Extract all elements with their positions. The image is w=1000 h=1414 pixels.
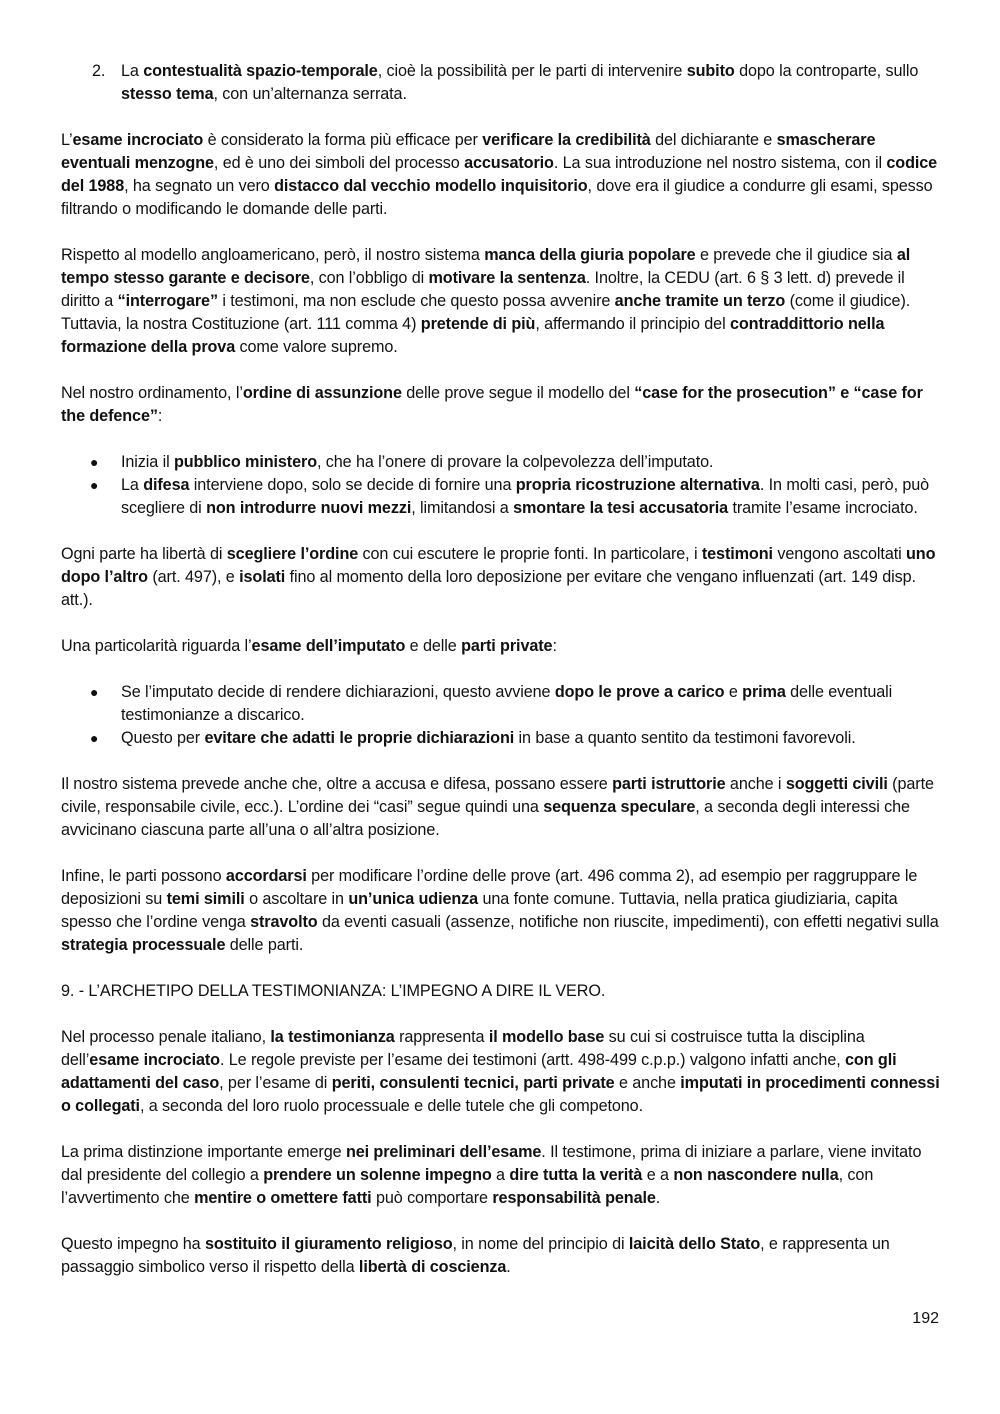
list-item-text <box>121 62 918 103</box>
text-run: delle eventuali testimonianze a discarico. <box>121 683 893 724</box>
paragraph-preliminari <box>61 1141 941 1210</box>
text-run: e <box>724 683 743 701</box>
text-run: L’ <box>61 131 73 149</box>
bold-text: contestualità spazio-temporale <box>143 62 378 80</box>
paragraph-ordine-assunzione <box>61 382 941 428</box>
bold-text: temi simili <box>166 890 245 908</box>
bold-text: difesa <box>143 476 190 494</box>
bold-text: evitare che adatti le proprie dichiarazioni <box>204 729 515 747</box>
text-run: delle prove segue il modello del <box>401 384 635 402</box>
text-run: . Le regole previste per l’esame dei testimoni (artt. 498-499 c.p.p.) valgono infatti anche, <box>219 1051 846 1069</box>
text-run: : <box>157 407 163 425</box>
text-run: , con l’obbligo di <box>309 269 429 287</box>
text-run: vengono ascoltati <box>772 545 907 563</box>
bold-text: dopo le prove a carico <box>554 683 725 701</box>
text-run: Ogni parte ha libertà di <box>61 545 227 563</box>
paragraph-giuramento <box>61 1233 941 1279</box>
text-run: in base a quanto sentito da testimoni favorevoli. <box>514 729 856 747</box>
numbered-list <box>61 60 941 106</box>
bold-text: esame incrociato <box>72 131 204 149</box>
bold-text: “interrogare” <box>117 292 218 310</box>
paragraph-liberta-ordine <box>61 543 941 612</box>
text-run: La <box>121 62 144 80</box>
bold-text: parti private <box>461 637 553 655</box>
paragraph-soggetti-civili <box>61 773 941 842</box>
bold-text: anche tramite un terzo <box>614 292 786 310</box>
bold-text: parti istruttorie <box>612 775 726 793</box>
paragraph-esame-imputato <box>61 635 941 658</box>
text-run: , che ha l’onere di provare la colpevolezza dell’imputato. <box>316 453 714 471</box>
text-run: . In molti casi, però, può scegliere di <box>121 476 930 517</box>
bold-text: il modello base <box>488 1028 605 1046</box>
bold-text: uno dopo l’altro <box>61 545 936 586</box>
paragraph-testimonianza <box>61 1026 941 1118</box>
list-item <box>61 60 941 106</box>
list-number: 2. <box>92 62 106 80</box>
text-run: , con l’avvertimento che <box>61 1166 874 1207</box>
text-run: Questo impegno ha <box>61 1235 205 1253</box>
text-run: , ha segnato un vero <box>124 177 275 195</box>
text-run: per modificare l’ordine delle prove (art. 496 comma 2), ad esempio per raggruppare le deposizioni su <box>61 867 918 908</box>
text-run: come valore supremo. <box>235 338 398 356</box>
text-run: (parte civile, responsabile civile, ecc.). L’ordine dei “casi” segue quindi una <box>61 775 934 816</box>
text-run: , cioè la possibilità per le parti di intervenire <box>377 62 687 80</box>
paragraph-esame-incrociato <box>61 129 941 221</box>
text-run: rappresenta <box>394 1028 489 1046</box>
text-run: , con un’alternanza serrata. <box>213 85 407 103</box>
text-run: con cui escutere le proprie fonti. In particolare, i <box>358 545 702 563</box>
text-run: Se l’imputato decide di rendere dichiarazioni, questo avviene <box>121 683 555 701</box>
text-run: , limitandosi a <box>411 499 514 517</box>
text-run: delle parti. <box>225 936 304 954</box>
text-run: , a seconda degli interessi che avvicinano ciascuna parte all’una o all’altra posizione. <box>61 798 910 839</box>
text-run: , per l’esame di <box>219 1074 332 1092</box>
text-run: . <box>655 1189 661 1207</box>
text-run: (art. 497), e <box>147 568 240 586</box>
text-run: . Inoltre, la CEDU (art. 6 § 3 lett. d) prevede il diritto a <box>61 269 905 310</box>
text-run: è considerato la forma più efficace per <box>203 131 483 149</box>
bold-text: testimoni <box>701 545 773 563</box>
text-run: Inizia il <box>121 453 174 471</box>
text-run: fino al momento della loro deposizione per evitare che vengano influenzati (art. 149 disp. att.). <box>61 568 916 609</box>
text-run: . <box>506 1258 511 1276</box>
text-run: , affermando il principio del <box>535 315 730 333</box>
bold-text: mentire o omettere fatti <box>194 1189 372 1207</box>
bold-text: non nascondere nulla <box>673 1166 839 1184</box>
bold-text: dire tutta la verità <box>509 1166 643 1184</box>
bold-text: stravolto <box>250 913 318 931</box>
page-number: 192 <box>912 1310 939 1327</box>
bold-text: un’unica udienza <box>348 890 479 908</box>
text-run: e a <box>642 1166 674 1184</box>
text-run: Il nostro sistema prevede anche che, oltre a accusa e difesa, possano essere <box>61 775 613 793</box>
bold-text: non introdurre nuovi mezzi <box>206 499 412 517</box>
section-heading: 9. - L’ARCHETIPO DELLA TESTIMONIANZA: L’IMPEGNO A DIRE IL VERO. <box>61 982 606 1000</box>
bold-text: motivare la sentenza <box>428 269 586 287</box>
text-run: o ascoltare in <box>244 890 349 908</box>
bold-text: smontare la tesi accusatoria <box>513 499 729 517</box>
bold-text: smascherare eventuali menzogne <box>61 131 876 172</box>
list-item <box>61 681 941 727</box>
bold-text: manca della giuria popolare <box>484 246 696 264</box>
text-run: a <box>491 1166 510 1184</box>
bold-text: accordarsi <box>225 867 307 885</box>
bold-text: ordine di assunzione <box>242 384 402 402</box>
bullet-list-imputato <box>61 681 941 750</box>
text-run: Nel processo penale italiano, <box>61 1028 271 1046</box>
bold-text: accusatorio <box>464 154 554 172</box>
bold-text: con gli adattamenti del caso <box>61 1051 897 1092</box>
bold-text: pubblico ministero <box>173 453 317 471</box>
list-item <box>61 474 941 520</box>
list-item-text <box>121 729 856 747</box>
paragraph-modello-angloamericano <box>61 244 941 359</box>
document-page <box>61 60 941 1302</box>
bold-text: isolati <box>239 568 286 586</box>
bold-text: verificare la credibilità <box>482 131 651 149</box>
text-run: Rispetto al modello angloamericano, però, il nostro sistema <box>61 246 485 264</box>
bullet-icon: ● <box>90 454 99 470</box>
bold-text: “case for the prosecution” e “case for the defence” <box>61 384 923 425</box>
text-run: da eventi casuali (assenze, notifiche non riuscite, impedimenti), con effetti negativi sulla <box>317 913 939 931</box>
text-run: (come il giudice). Tuttavia, la nostra Costituzione (art. 111 comma 4) <box>61 292 911 333</box>
text-run: La <box>121 476 144 494</box>
text-run: : <box>552 637 557 655</box>
bold-text: esame dell’imputato <box>251 637 406 655</box>
list-item-text <box>121 453 713 471</box>
text-run: dopo la controparte, sullo <box>734 62 919 80</box>
bold-text: sostituito il giuramento religioso <box>204 1235 453 1253</box>
text-run: anche i <box>725 775 786 793</box>
text-run: , e rappresenta un passaggio simbolico verso il rispetto della <box>61 1235 890 1276</box>
text-run: . La sua introduzione nel nostro sistema, con il <box>553 154 887 172</box>
bold-text: strategia processuale <box>61 936 226 954</box>
bold-text: sequenza speculare <box>543 798 696 816</box>
bullet-list-order <box>61 451 941 520</box>
text-run: , ed è uno dei simboli del processo <box>213 154 465 172</box>
bold-text: stesso tema <box>121 85 214 103</box>
text-run: i testimoni, ma non esclude che questo possa avvenire <box>217 292 615 310</box>
bold-text: nei preliminari dell’esame <box>345 1143 542 1161</box>
bold-text: al tempo stesso garante e decisore <box>61 246 911 287</box>
paragraph-accordo-parti <box>61 865 941 957</box>
bold-text: laicità dello Stato <box>628 1235 761 1253</box>
text-run: , in nome del principio di <box>452 1235 629 1253</box>
text-run: una fonte comune. Tuttavia, nella pratica giudiziaria, capita spesso che l’ordine venga <box>61 890 898 931</box>
text-run: su cui si costruisce tutta la disciplina dell’ <box>61 1028 865 1069</box>
text-run: Nel nostro ordinamento, l’ <box>61 384 243 402</box>
bold-text: scegliere l’ordine <box>226 545 359 563</box>
bold-text: pretende di più <box>420 315 536 333</box>
bold-text: responsabilità penale <box>492 1189 656 1207</box>
bold-text: imputati in procedimenti connessi o collegati <box>61 1074 940 1115</box>
text-run: tramite l’esame incrociato. <box>728 499 918 517</box>
bold-text: la testimonianza <box>270 1028 395 1046</box>
bold-text: subito <box>686 62 735 80</box>
list-item-text <box>121 683 892 724</box>
text-run: . Il testimone, prima di iniziare a parlare, viene invitato dal presidente del collegio a <box>61 1143 922 1184</box>
text-run: , dove era il giudice a condurre gli esami, spesso filtrando o modificando le domande delle parti. <box>61 177 933 218</box>
bold-text: soggetti civili <box>785 775 888 793</box>
bullet-icon: ● <box>90 477 99 493</box>
bold-text: esame incrociato <box>89 1051 220 1069</box>
text-run: può comportare <box>371 1189 493 1207</box>
bullet-icon: ● <box>90 730 99 746</box>
bold-text: prima <box>742 683 786 701</box>
bold-text: codice del 1988 <box>61 154 938 195</box>
bold-text: propria ricostruzione alternativa <box>515 476 760 494</box>
text-run: e anche <box>614 1074 681 1092</box>
list-item <box>61 727 941 750</box>
text-run: Questo per <box>121 729 205 747</box>
text-run: Infine, le parti possono <box>61 867 226 885</box>
list-item-text <box>121 476 929 517</box>
bold-text: contraddittorio nella formazione della prova <box>61 315 885 356</box>
text-run: , a seconda del loro ruolo processuale e delle tutele che gli competono. <box>139 1097 643 1115</box>
bold-text: prendere un solenne impegno <box>263 1166 492 1184</box>
text-run: e prevede che il giudice sia <box>695 246 897 264</box>
list-item <box>61 451 941 474</box>
text-run: La prima distinzione importante emerge <box>61 1143 346 1161</box>
text-run: e delle <box>405 637 462 655</box>
bullet-icon: ● <box>90 684 99 700</box>
text-run: Una particolarità riguarda l’ <box>61 637 252 655</box>
text-run: interviene dopo, solo se decide di fornire una <box>189 476 516 494</box>
bold-text: distacco dal vecchio modello inquisitorio <box>274 177 588 195</box>
bold-text: periti, consulenti tecnici, parti private <box>331 1074 615 1092</box>
bold-text: libertà di coscienza <box>358 1258 507 1276</box>
text-run: del dichiarante e <box>650 131 777 149</box>
